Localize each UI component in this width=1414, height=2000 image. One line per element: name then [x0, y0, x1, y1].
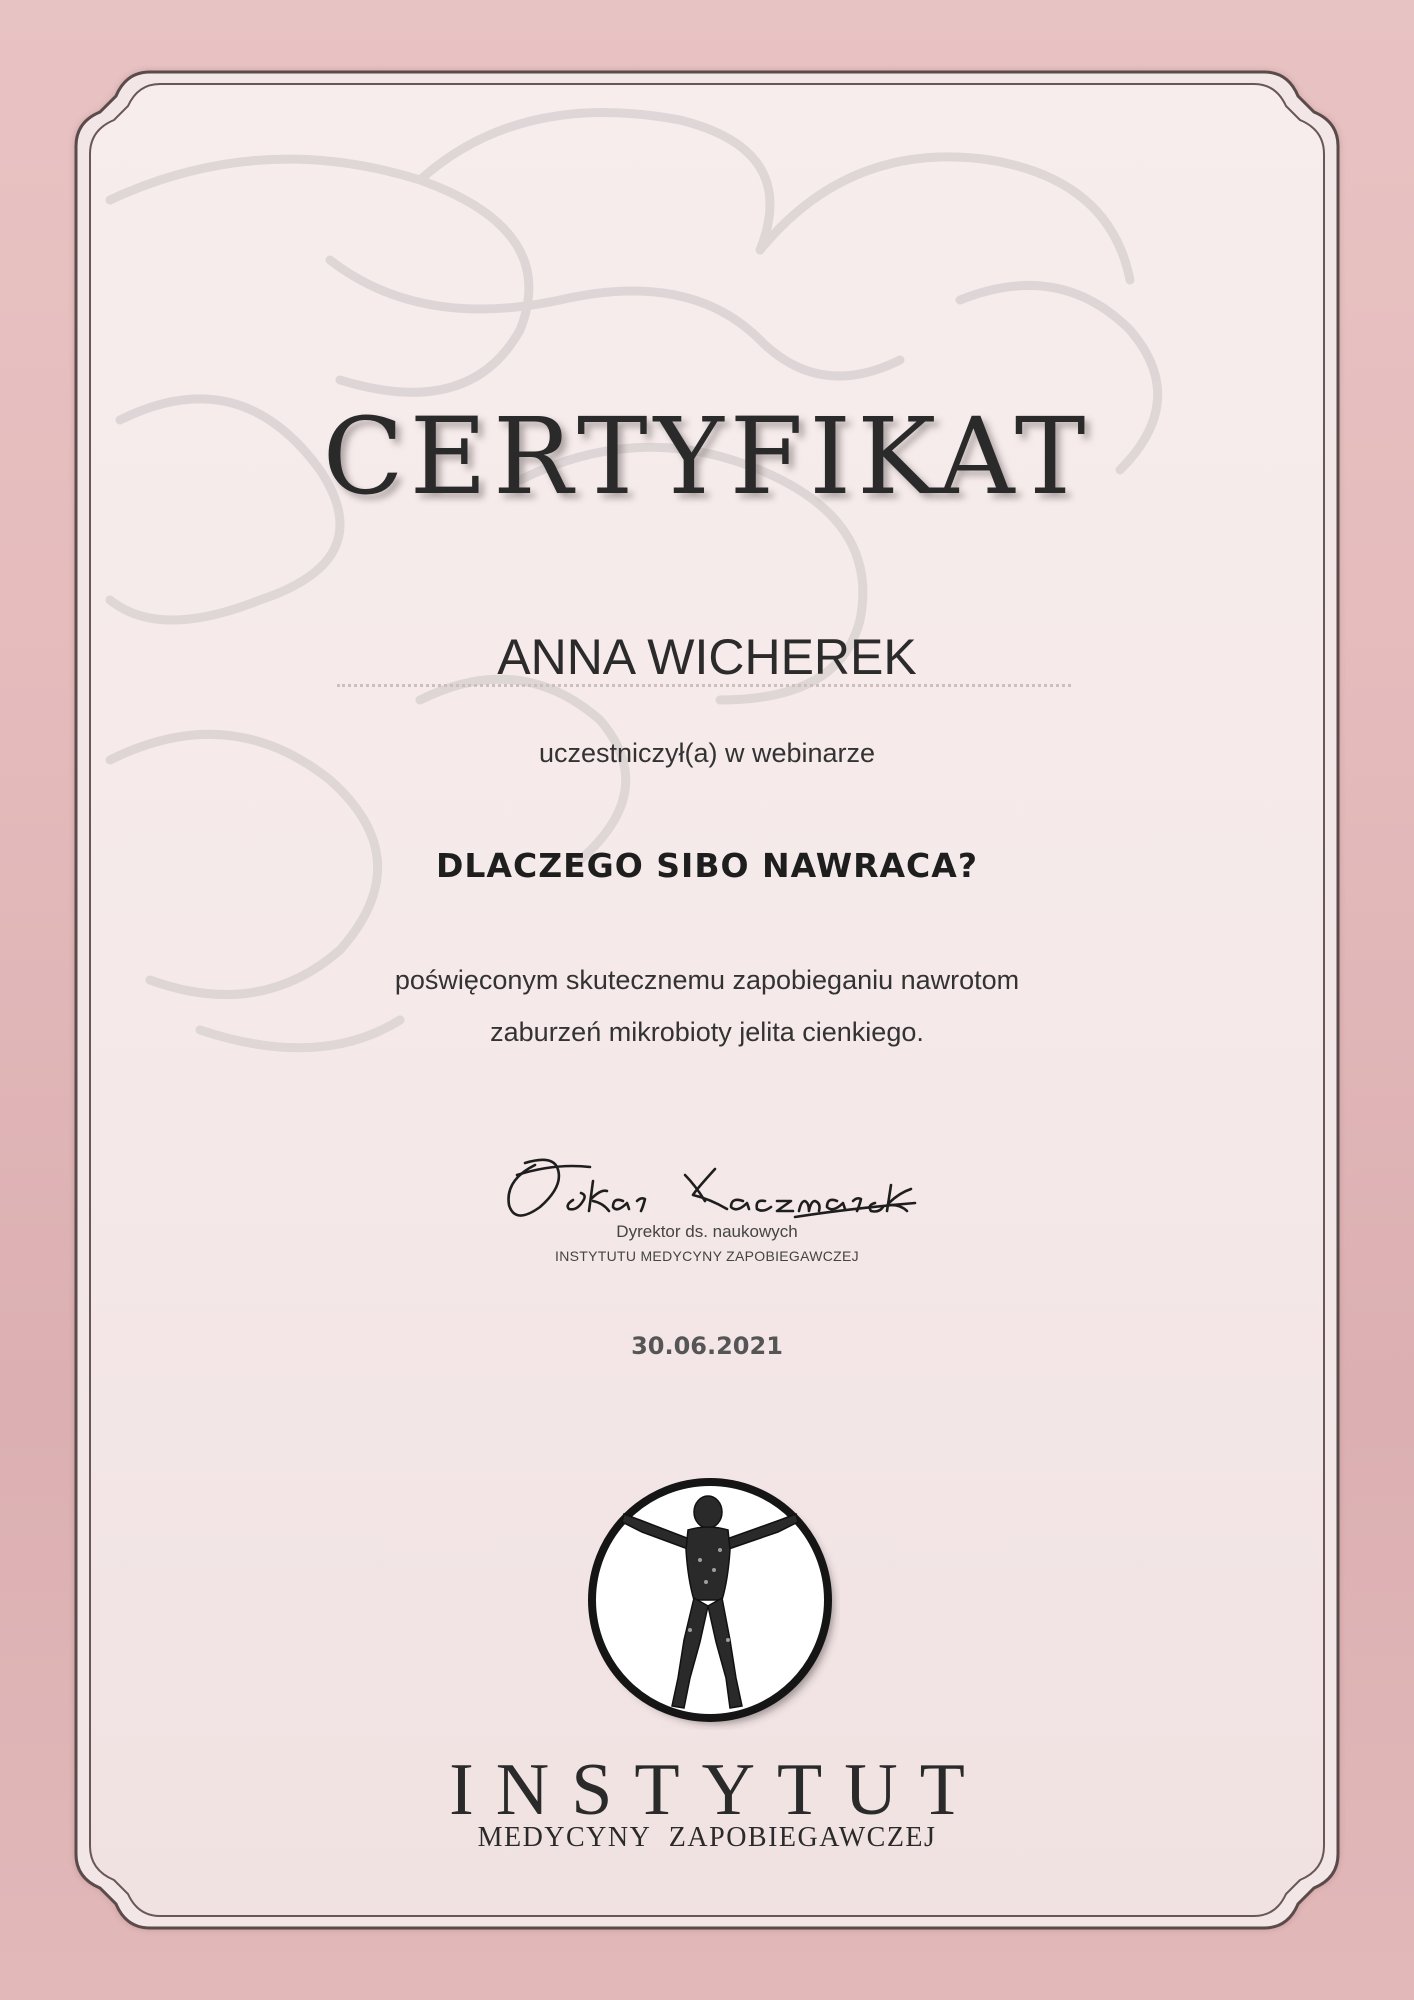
signatory-institution: INSTYTUTU MEDYCYNY ZAPOBIEGAWCZEJ — [555, 1248, 859, 1264]
vitruvian-man-icon — [580, 1470, 840, 1730]
recipient-name: ANNA WICHEREK — [497, 629, 917, 685]
certificate-date: 30.06.2021 — [631, 1332, 783, 1360]
logo-institute-name: INSTYTUT — [449, 1749, 987, 1831]
webinar-description — [0, 954, 1414, 1058]
description-line-2: zaburzeń mikrobioty jelita cienkiego. — [490, 1017, 924, 1047]
participation-text: uczestniczył(a) w webinarze — [538, 738, 876, 768]
webinar-title: DLACZEGO SIBO NAWRACA? — [436, 846, 978, 885]
logo-institute-subtitle: MEDYCYNY ZAPOBIEGAWCZEJ — [477, 1822, 937, 1853]
name-dotted-line — [337, 684, 1071, 687]
description-line-1: poświęconym skutecznemu zapobieganiu nawrotom — [394, 965, 1020, 995]
certificate-title: CERTYFIKAT — [322, 395, 1092, 518]
signatory-position: Dyrektor ds. naukowych — [616, 1222, 798, 1241]
